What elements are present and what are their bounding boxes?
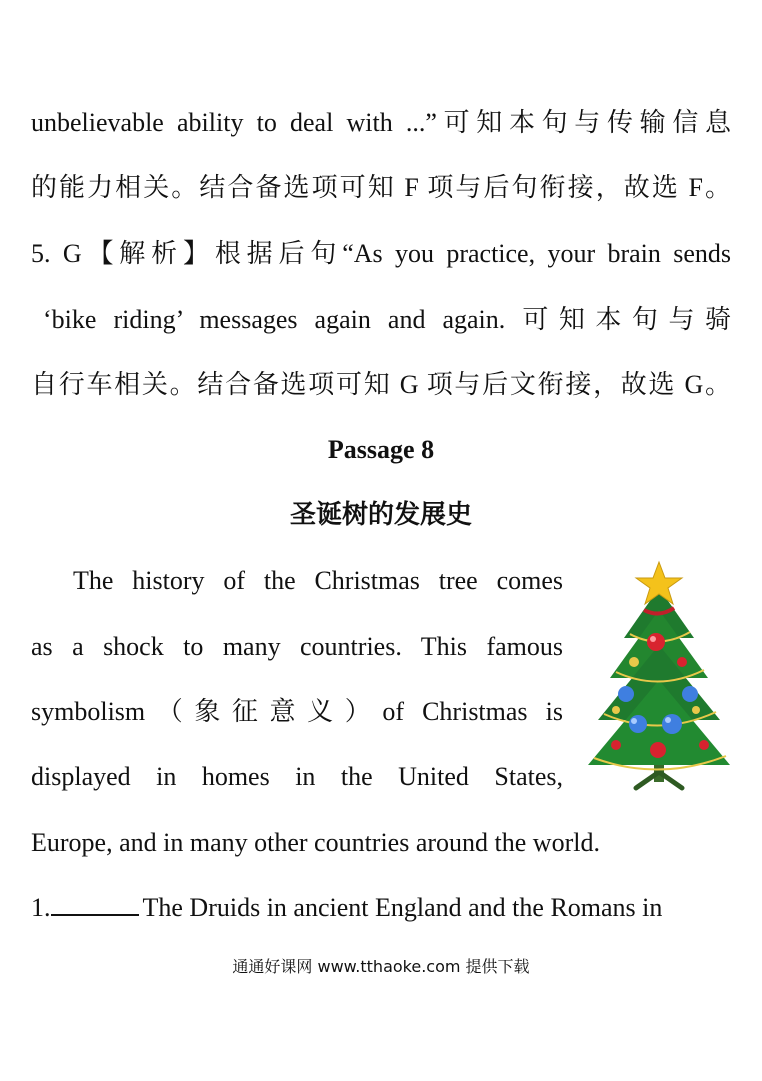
- text-line-4: ‘bike riding’ messages again and again. 可知本句与骑: [43, 305, 731, 334]
- passage-title: Passage 8: [327, 435, 435, 464]
- paragraph-line-1: The history of the Christmas tree comes: [73, 566, 563, 595]
- paragraph-line-3: symbolism（象征意义）of Christmas is: [31, 697, 563, 726]
- passage-subtitle: 圣诞树的发展史: [289, 500, 472, 529]
- text-line-2: 的能力相关。结合备选项可知 F 项与后句衔接，故选 F。: [31, 173, 731, 202]
- text-line-3: 5. G【解析】根据后句“As you practice, your brain sends: [31, 239, 731, 268]
- answer-blank: [51, 890, 139, 916]
- paragraph-line-5: Europe, and in many other countries around the world.: [31, 828, 600, 857]
- paragraph-line-4: displayed in homes in the United States,: [31, 762, 563, 791]
- footer-text: 通通好课网 www.tthaoke.com 提供下载: [232, 957, 530, 976]
- christmas-tree-icon: [586, 560, 732, 792]
- question-number: 1.: [31, 893, 51, 922]
- text-line-5: 自行车相关。结合备选项可知 G 项与后文衔接，故选 G。: [31, 370, 731, 399]
- text-line-1: unbelievable ability to deal with ...”可知本句与传输信息: [31, 108, 731, 137]
- question-line: [31, 888, 731, 928]
- question-text: The Druids in ancient England and the Romans in: [142, 893, 663, 922]
- paragraph-line-2: as a shock to many countries. This famous: [31, 632, 563, 661]
